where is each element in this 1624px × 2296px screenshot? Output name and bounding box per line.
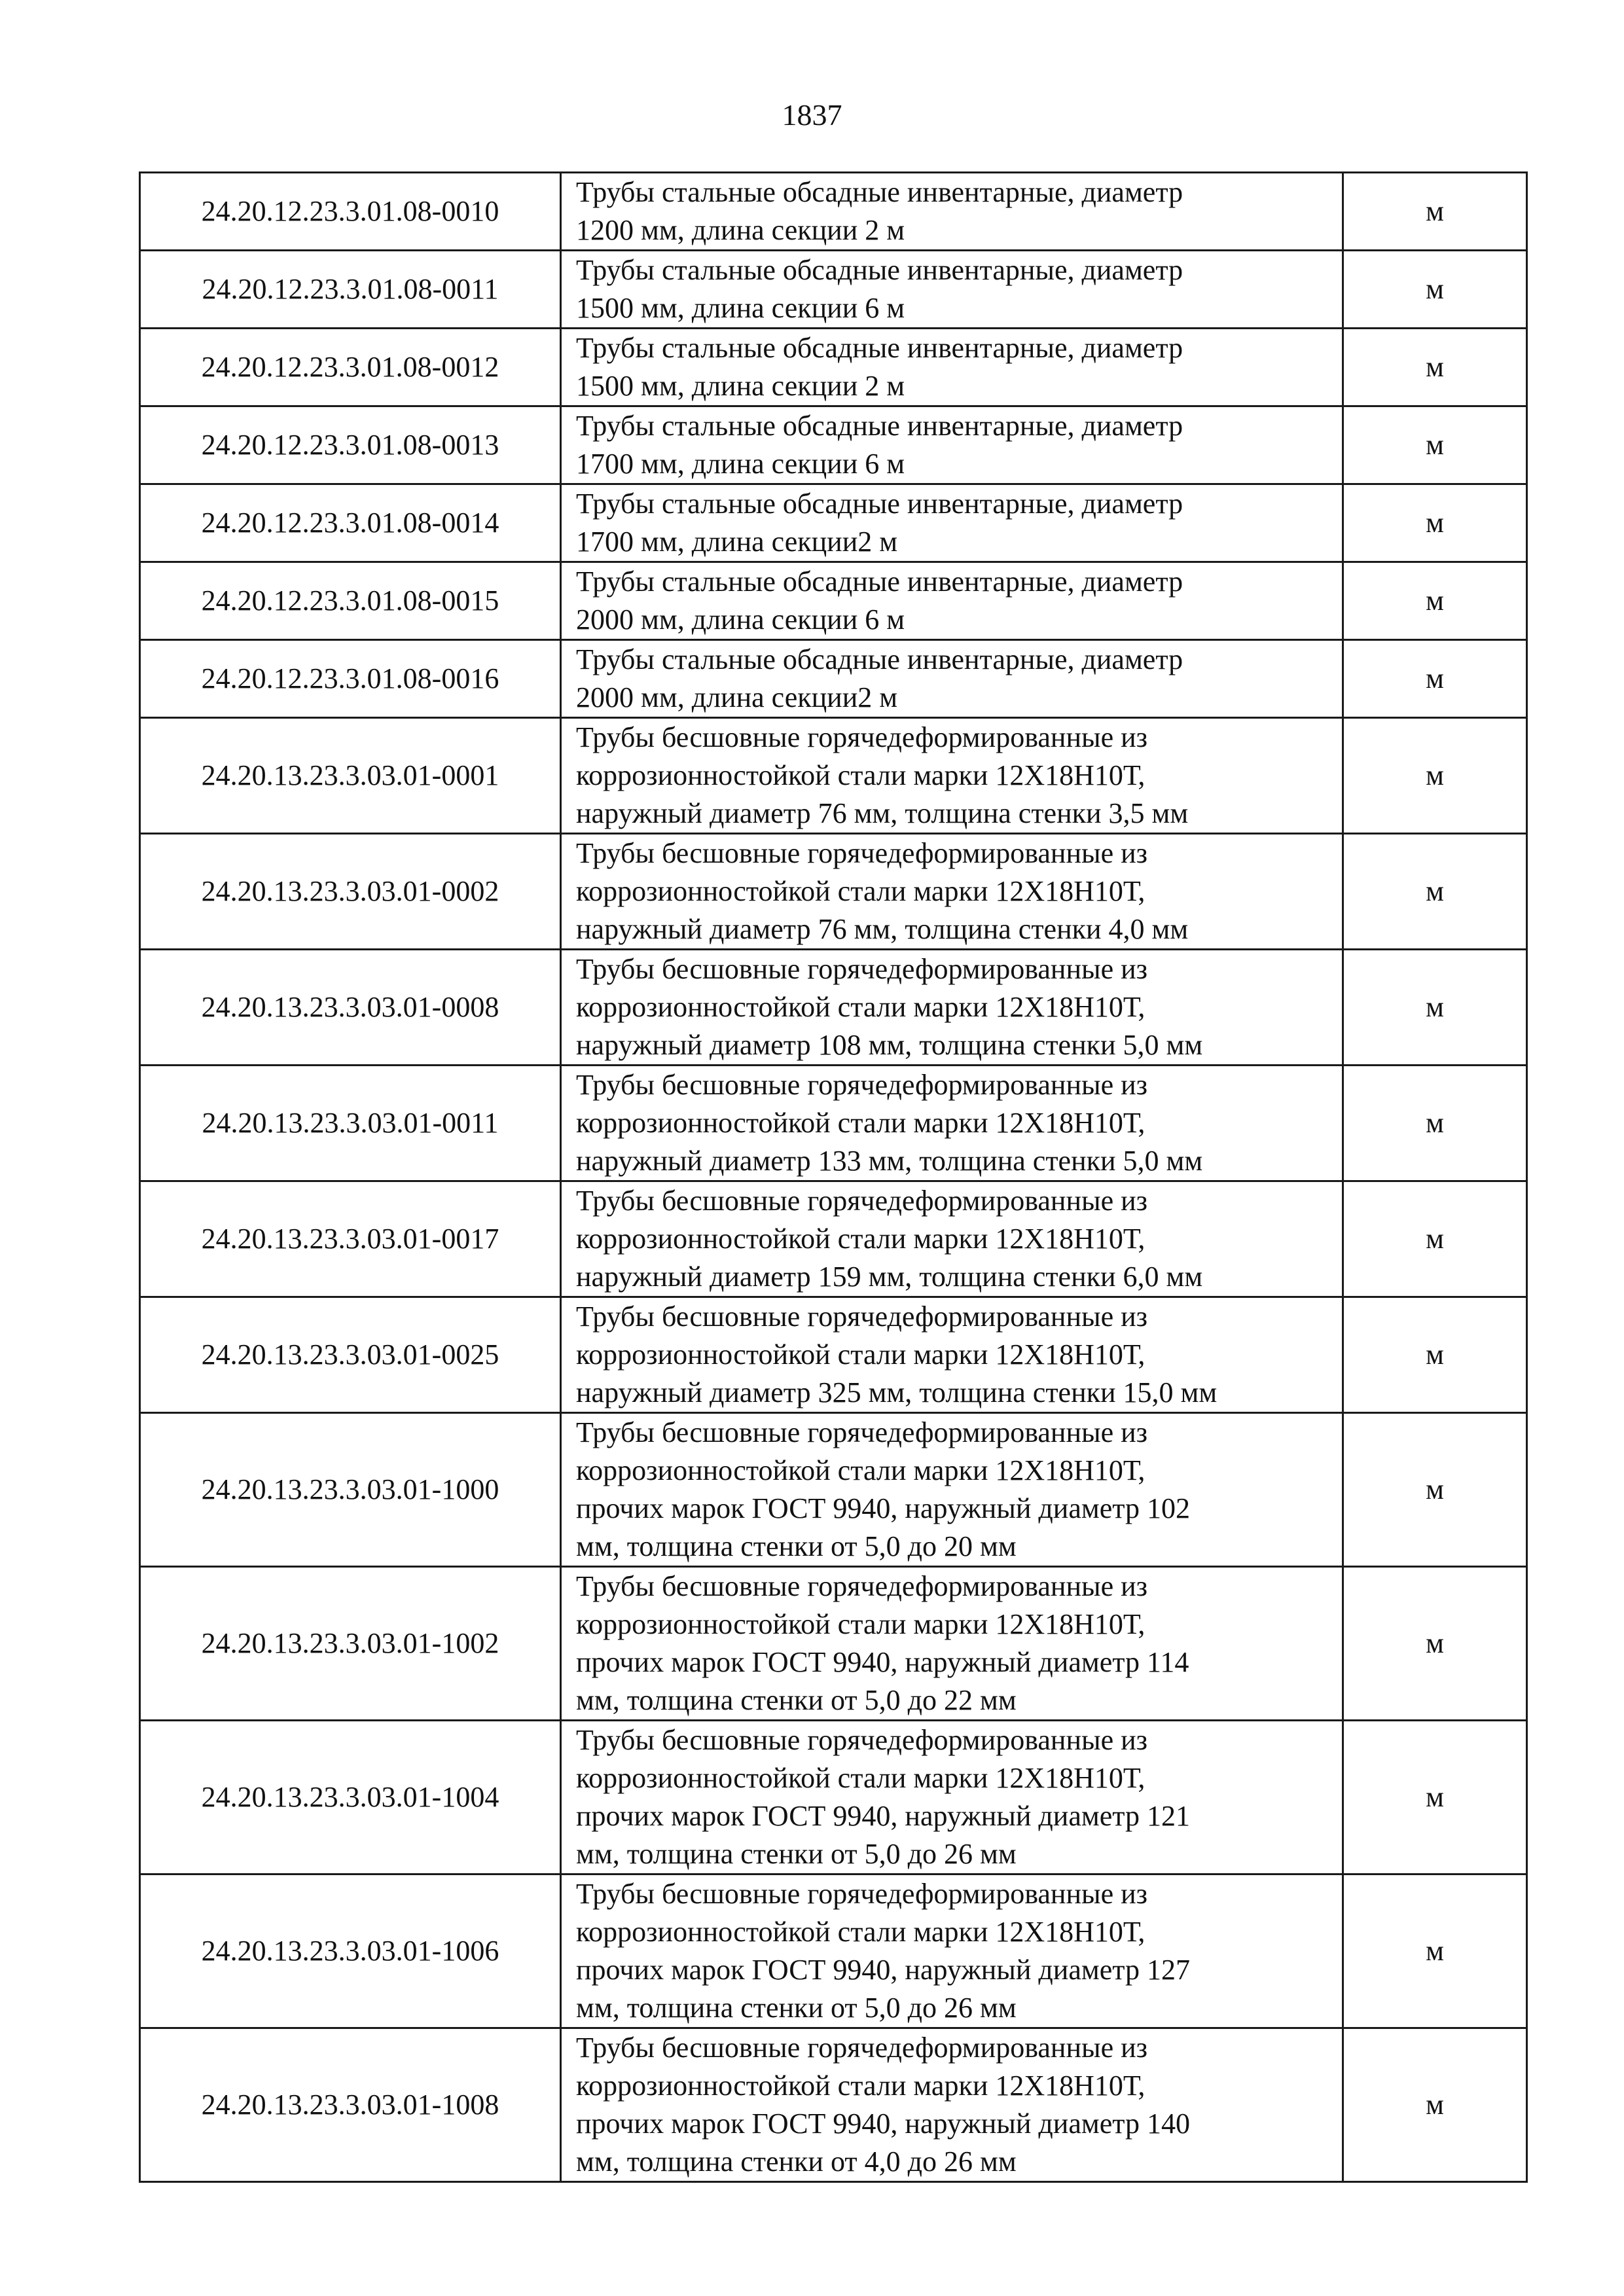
description-line: коррозионностойкой стали марки 12Х18Н10Т, xyxy=(576,759,1146,791)
description-line: Трубы бесшовные горячедеформированные из xyxy=(576,1878,1148,1910)
resource-code: 24.20.13.23.3.03.01-1004 xyxy=(140,1721,561,1874)
resource-description xyxy=(561,1066,1343,1181)
description-line: наружный диаметр 133 мм, толщина стенки 5,0 мм xyxy=(576,1145,1203,1177)
description-line: наружный диаметр 76 мм, толщина стенки 3,5 мм xyxy=(576,797,1189,829)
unit-of-measure: м xyxy=(1343,834,1527,950)
unit-of-measure: м xyxy=(1343,1721,1527,1874)
description-line: 1200 мм, длина секции 2 м xyxy=(576,214,905,246)
resource-description xyxy=(561,950,1343,1066)
description-line: Трубы бесшовные горячедеформированные из xyxy=(576,1069,1148,1101)
description-line: коррозионностойкой стали марки 12Х18Н10Т, xyxy=(576,1223,1146,1255)
unit-of-measure: м xyxy=(1343,1066,1527,1181)
description-line: Трубы бесшовные горячедеформированные из xyxy=(576,721,1148,753)
unit-of-measure: м xyxy=(1343,1413,1527,1567)
description-line: Трубы бесшовные горячедеформированные из xyxy=(576,1416,1148,1448)
resource-description xyxy=(561,834,1343,950)
description-line: Трубы стальные обсадные инвентарные, диаметр xyxy=(576,643,1183,675)
resource-description xyxy=(561,1297,1343,1413)
resource-description xyxy=(561,329,1343,406)
description-line: мм, толщина стенки от 5,0 до 26 мм xyxy=(576,1992,1017,2024)
description-line: прочих марок ГОСТ 9940, наружный диаметр 114 xyxy=(576,1646,1189,1678)
resource-code: 24.20.13.23.3.03.01-0002 xyxy=(140,834,561,950)
resource-code: 24.20.12.23.3.01.08-0010 xyxy=(140,173,561,251)
description-line: прочих марок ГОСТ 9940, наружный диаметр 121 xyxy=(576,1800,1190,1832)
unit-of-measure: м xyxy=(1343,484,1527,562)
resource-description xyxy=(561,1181,1343,1297)
resource-description xyxy=(561,718,1343,834)
table-row xyxy=(140,1874,1527,2028)
description-line: прочих марок ГОСТ 9940, наружный диаметр 127 xyxy=(576,1954,1190,1986)
description-line: Трубы бесшовные горячедеформированные из xyxy=(576,837,1148,869)
table-row xyxy=(140,1297,1527,1413)
description-line: коррозионностойкой стали марки 12Х18Н10Т, xyxy=(576,2070,1146,2102)
resource-code: 24.20.12.23.3.01.08-0012 xyxy=(140,329,561,406)
resource-code: 24.20.12.23.3.01.08-0011 xyxy=(140,251,561,329)
resource-description xyxy=(561,1413,1343,1567)
resource-description xyxy=(561,562,1343,640)
table-row xyxy=(140,1721,1527,1874)
description-line: 1700 мм, длина секции2 м xyxy=(576,526,898,558)
table-row xyxy=(140,1181,1527,1297)
unit-of-measure: м xyxy=(1343,562,1527,640)
unit-of-measure: м xyxy=(1343,2028,1527,2182)
description-line: Трубы стальные обсадные инвентарные, диаметр xyxy=(576,410,1183,442)
table-row xyxy=(140,640,1527,718)
description-line: Трубы бесшовные горячедеформированные из xyxy=(576,1185,1148,1217)
resource-code: 24.20.12.23.3.01.08-0016 xyxy=(140,640,561,718)
table-row xyxy=(140,1567,1527,1721)
description-line: мм, толщина стенки от 5,0 до 20 мм xyxy=(576,1530,1017,1562)
unit-of-measure: м xyxy=(1343,329,1527,406)
resource-code: 24.20.13.23.3.03.01-1008 xyxy=(140,2028,561,2182)
resource-code: 24.20.12.23.3.01.08-0014 xyxy=(140,484,561,562)
unit-of-measure: м xyxy=(1343,1874,1527,2028)
table-row xyxy=(140,406,1527,484)
description-line: наружный диаметр 76 мм, толщина стенки 4,0 мм xyxy=(576,913,1189,945)
unit-of-measure: м xyxy=(1343,1181,1527,1297)
resource-description xyxy=(561,1874,1343,2028)
description-line: Трубы бесшовные горячедеформированные из xyxy=(576,2032,1148,2064)
table-row xyxy=(140,173,1527,251)
resource-description xyxy=(561,1721,1343,1874)
description-line: коррозионностойкой стали марки 12Х18Н10Т, xyxy=(576,1762,1146,1794)
resource-description xyxy=(561,2028,1343,2182)
table-row xyxy=(140,1066,1527,1181)
table-row xyxy=(140,562,1527,640)
resource-description xyxy=(561,640,1343,718)
table-row xyxy=(140,834,1527,950)
resource-description xyxy=(561,251,1343,329)
unit-of-measure: м xyxy=(1343,406,1527,484)
resource-code: 24.20.13.23.3.03.01-0017 xyxy=(140,1181,561,1297)
description-line: Трубы бесшовные горячедеформированные из xyxy=(576,1300,1148,1333)
resource-code: 24.20.13.23.3.03.01-1002 xyxy=(140,1567,561,1721)
table-row xyxy=(140,1413,1527,1567)
table-row xyxy=(140,950,1527,1066)
description-line: коррозионностойкой стали марки 12Х18Н10Т, xyxy=(576,1454,1146,1486)
resource-code: 24.20.13.23.3.03.01-1006 xyxy=(140,1874,561,2028)
unit-of-measure: м xyxy=(1343,950,1527,1066)
description-line: 1500 мм, длина секции 6 м xyxy=(576,292,905,324)
description-line: 2000 мм, длина секции 6 м xyxy=(576,603,905,636)
description-line: прочих марок ГОСТ 9940, наружный диаметр 140 xyxy=(576,2108,1190,2140)
resource-code: 24.20.13.23.3.03.01-0011 xyxy=(140,1066,561,1181)
resource-code: 24.20.13.23.3.03.01-1000 xyxy=(140,1413,561,1567)
description-line: Трубы стальные обсадные инвентарные, диаметр xyxy=(576,332,1183,364)
description-line: Трубы бесшовные горячедеформированные из xyxy=(576,1724,1148,1756)
description-line: Трубы бесшовные горячедеформированные из xyxy=(576,1570,1148,1602)
description-line: мм, толщина стенки от 5,0 до 22 мм xyxy=(576,1684,1017,1716)
unit-of-measure: м xyxy=(1343,251,1527,329)
resource-code: 24.20.12.23.3.01.08-0013 xyxy=(140,406,561,484)
description-line: прочих марок ГОСТ 9940, наружный диаметр 102 xyxy=(576,1492,1190,1524)
resource-code: 24.20.13.23.3.03.01-0025 xyxy=(140,1297,561,1413)
description-line: наружный диаметр 108 мм, толщина стенки 5,0 мм xyxy=(576,1029,1203,1061)
description-line: коррозионностойкой стали марки 12Х18Н10Т, xyxy=(576,1338,1146,1371)
description-line: Трубы стальные обсадные инвентарные, диаметр xyxy=(576,254,1183,286)
description-line: 1700 мм, длина секции 6 м xyxy=(576,448,905,480)
resource-code: 24.20.13.23.3.03.01-0008 xyxy=(140,950,561,1066)
description-line: коррозионностойкой стали марки 12Х18Н10Т, xyxy=(576,875,1146,907)
resource-description xyxy=(561,173,1343,251)
description-line: Трубы стальные обсадные инвентарные, диаметр xyxy=(576,565,1183,598)
table-row xyxy=(140,484,1527,562)
description-line: Трубы стальные обсадные инвентарные, диаметр xyxy=(576,176,1183,208)
description-line: коррозионностойкой стали марки 12Х18Н10Т, xyxy=(576,1608,1146,1640)
resource-description xyxy=(561,484,1343,562)
unit-of-measure: м xyxy=(1343,173,1527,251)
description-line: коррозионностойкой стали марки 12Х18Н10Т, xyxy=(576,991,1146,1023)
description-line: 1500 мм, длина секции 2 м xyxy=(576,370,905,402)
table-row xyxy=(140,329,1527,406)
description-line: коррозионностойкой стали марки 12Х18Н10Т, xyxy=(576,1107,1146,1139)
description-line: мм, толщина стенки от 4,0 до 26 мм xyxy=(576,2145,1017,2178)
table-row xyxy=(140,251,1527,329)
description-line: 2000 мм, длина секции2 м xyxy=(576,681,898,713)
description-line: наружный диаметр 325 мм, толщина стенки 15,0 мм xyxy=(576,1376,1218,1408)
resource-code: 24.20.12.23.3.01.08-0015 xyxy=(140,562,561,640)
unit-of-measure: м xyxy=(1343,718,1527,834)
resource-code: 24.20.13.23.3.03.01-0001 xyxy=(140,718,561,834)
resource-table xyxy=(139,171,1528,2183)
resource-description xyxy=(561,1567,1343,1721)
description-line: коррозионностойкой стали марки 12Х18Н10Т, xyxy=(576,1916,1146,1948)
description-line: наружный диаметр 159 мм, толщина стенки 6,0 мм xyxy=(576,1261,1203,1293)
description-line: Трубы стальные обсадные инвентарные, диаметр xyxy=(576,488,1183,520)
unit-of-measure: м xyxy=(1343,640,1527,718)
description-line: мм, толщина стенки от 5,0 до 26 мм xyxy=(576,1838,1017,1870)
unit-of-measure: м xyxy=(1343,1567,1527,1721)
description-line: Трубы бесшовные горячедеформированные из xyxy=(576,953,1148,985)
unit-of-measure: м xyxy=(1343,1297,1527,1413)
table-row xyxy=(140,2028,1527,2182)
page-number: 1837 xyxy=(782,98,842,132)
resource-description xyxy=(561,406,1343,484)
table-row xyxy=(140,718,1527,834)
